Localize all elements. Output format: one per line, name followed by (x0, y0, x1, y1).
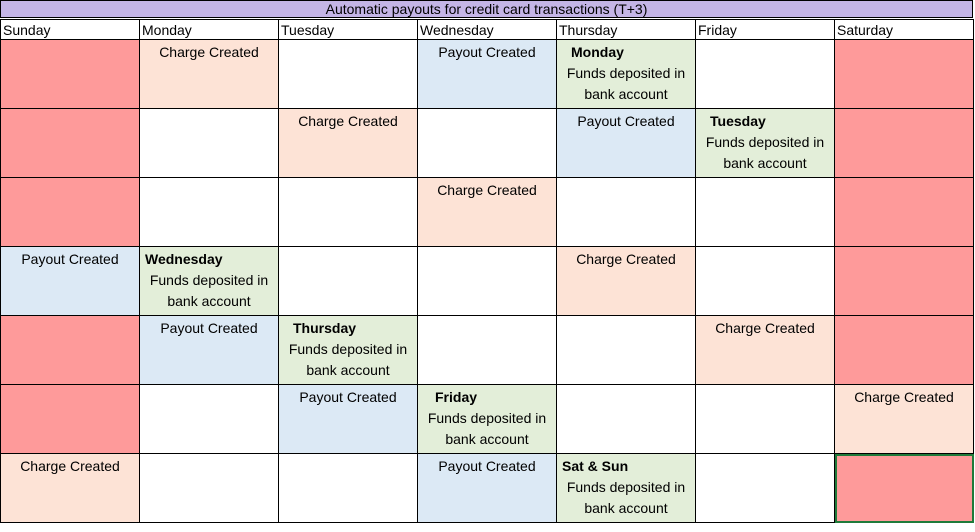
payout-calendar (0, 19, 974, 523)
deposit-day-label: Sat & Sun (562, 458, 629, 474)
payout-label: Payout Created (160, 320, 258, 336)
calendar-row-3 (1, 178, 974, 247)
cell-empty[interactable] (418, 316, 557, 385)
charge-label: Charge Created (854, 389, 954, 405)
calendar-row-2 (1, 109, 974, 178)
charge-label: Charge Created (298, 113, 398, 129)
cell-empty[interactable] (279, 178, 418, 247)
deposit-day-label: Thursday (293, 320, 357, 336)
header-monday[interactable]: Monday (140, 20, 279, 40)
cell-funds-deposited[interactable] (279, 316, 418, 385)
cell-empty[interactable] (696, 40, 835, 109)
cell-funds-deposited[interactable] (418, 385, 557, 454)
charge-label: Charge Created (20, 458, 120, 474)
cell-weekend[interactable] (1, 385, 140, 454)
cell-charge-created[interactable] (418, 178, 557, 247)
deposit-day-label: Wednesday (145, 251, 223, 267)
cell-payout-created[interactable] (1, 247, 140, 316)
cell-empty[interactable] (557, 316, 696, 385)
cell-funds-deposited[interactable] (696, 109, 835, 178)
header-saturday[interactable]: Saturday (835, 20, 974, 40)
cell-empty[interactable] (696, 385, 835, 454)
payout-label: Payout Created (299, 389, 397, 405)
cell-funds-deposited[interactable] (140, 247, 279, 316)
cell-weekend[interactable] (1, 109, 140, 178)
cell-empty[interactable] (140, 454, 279, 523)
header-thursday[interactable]: Thursday (557, 20, 696, 40)
cell-empty[interactable] (140, 109, 279, 178)
charge-label: Charge Created (159, 44, 259, 60)
cell-payout-created[interactable] (557, 109, 696, 178)
cell-weekend[interactable] (835, 40, 974, 109)
cell-charge-created[interactable] (835, 385, 974, 454)
calendar-row-1 (1, 40, 974, 109)
funds-label: Funds deposited in bank account (427, 410, 547, 447)
payout-label: Payout Created (21, 251, 119, 267)
cell-payout-created[interactable] (418, 40, 557, 109)
cell-charge-created[interactable] (696, 316, 835, 385)
cell-charge-created[interactable] (140, 40, 279, 109)
header-tuesday[interactable]: Tuesday (279, 20, 418, 40)
funds-label: Funds deposited in bank account (705, 134, 825, 171)
funds-label: Funds deposited in bank account (288, 341, 408, 378)
payout-label: Payout Created (438, 44, 536, 60)
cell-weekend[interactable] (835, 316, 974, 385)
cell-weekend-selected[interactable] (835, 454, 974, 523)
cell-weekend[interactable] (835, 109, 974, 178)
cell-payout-created[interactable] (140, 316, 279, 385)
deposit-day-label: Monday (571, 44, 624, 60)
cell-payout-created[interactable] (279, 385, 418, 454)
cell-charge-created[interactable] (557, 247, 696, 316)
cell-funds-deposited[interactable] (557, 40, 696, 109)
header-sunday[interactable]: Sunday (1, 20, 140, 40)
deposit-day-label: Friday (435, 389, 478, 405)
header-friday[interactable]: Friday (696, 20, 835, 40)
funds-label: Funds deposited in bank account (566, 65, 686, 102)
charge-label: Charge Created (437, 182, 537, 198)
cell-empty[interactable] (279, 454, 418, 523)
cell-empty[interactable] (696, 454, 835, 523)
deposit-day-label: Tuesday (710, 113, 766, 129)
header-wednesday[interactable]: Wednesday (418, 20, 557, 40)
cell-empty[interactable] (418, 247, 557, 316)
calendar-row-6 (1, 385, 974, 454)
funds-label: Funds deposited in bank account (149, 272, 269, 309)
payout-label: Payout Created (577, 113, 675, 129)
cell-empty[interactable] (140, 385, 279, 454)
cell-empty[interactable] (557, 178, 696, 247)
cell-funds-deposited[interactable] (557, 454, 696, 523)
cell-weekend[interactable] (835, 247, 974, 316)
cell-empty[interactable] (279, 40, 418, 109)
cell-charge-created[interactable] (279, 109, 418, 178)
day-header-row (1, 20, 974, 40)
cell-charge-created[interactable] (1, 454, 140, 523)
cell-weekend[interactable] (1, 178, 140, 247)
cell-weekend[interactable] (1, 40, 140, 109)
cell-weekend[interactable] (835, 178, 974, 247)
sheet-title[interactable]: Automatic payouts for credit card transactions (T+3) (0, 0, 973, 18)
cell-empty[interactable] (279, 247, 418, 316)
charge-label: Charge Created (715, 320, 815, 336)
calendar-row-7 (1, 454, 974, 523)
calendar-row-4 (1, 247, 974, 316)
cell-weekend[interactable] (1, 316, 140, 385)
calendar-row-5 (1, 316, 974, 385)
cell-empty[interactable] (557, 385, 696, 454)
cell-empty[interactable] (418, 109, 557, 178)
cell-empty[interactable] (696, 247, 835, 316)
charge-label: Charge Created (576, 251, 676, 267)
payout-label: Payout Created (438, 458, 536, 474)
cell-empty[interactable] (696, 178, 835, 247)
cell-payout-created[interactable] (418, 454, 557, 523)
cell-empty[interactable] (140, 178, 279, 247)
funds-label: Funds deposited in bank account (566, 479, 686, 516)
